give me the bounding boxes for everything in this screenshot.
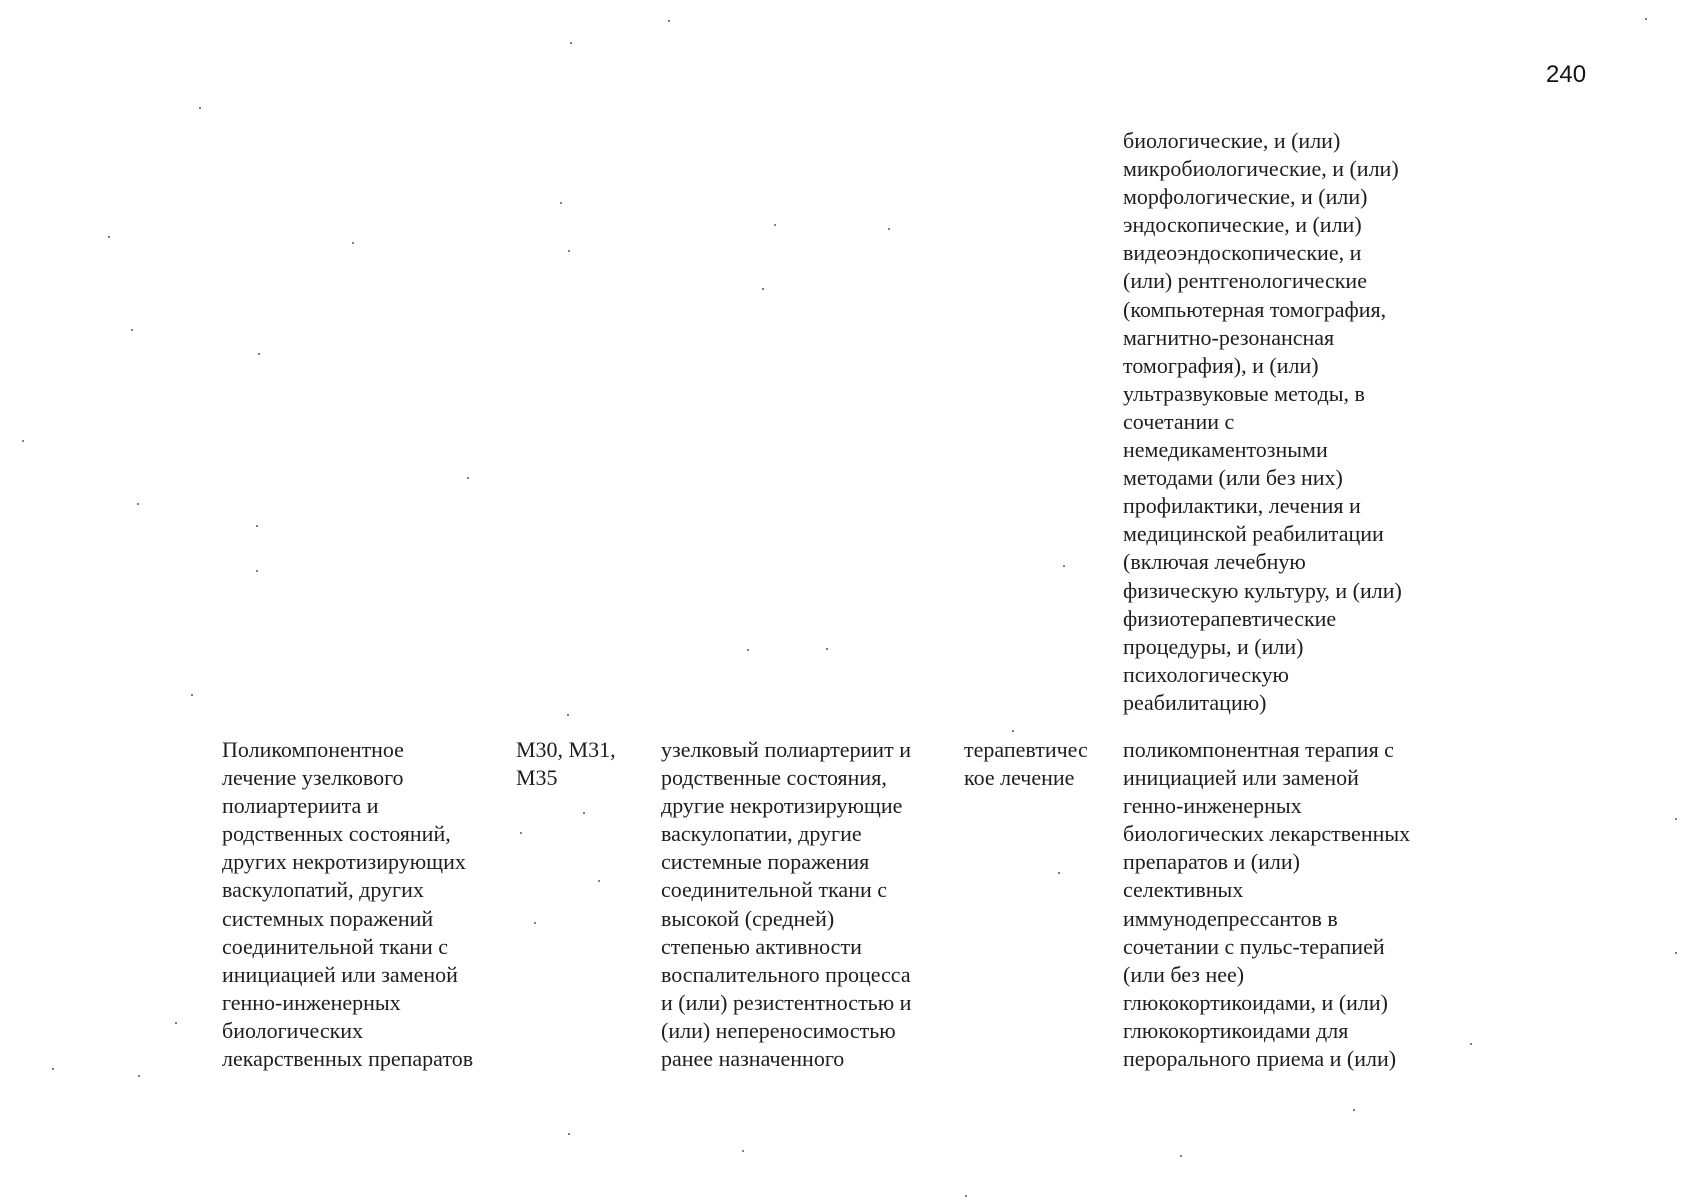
treatment-type-cell: [964, 736, 1088, 792]
text-line: генно-инженерных: [1123, 793, 1302, 819]
text-line: васкулопатии, другие: [661, 821, 862, 847]
text-line: методами (или без них): [1123, 465, 1343, 491]
text-line: Поликомпонентное: [222, 737, 404, 762]
text-line: томография), и (или): [1123, 352, 1319, 378]
text-line: терапевтичес: [964, 737, 1088, 762]
page-number: 240: [1546, 61, 1587, 88]
text-line: другие некротизирующие: [661, 793, 903, 819]
text-line: воспалительного процесса: [661, 961, 911, 987]
text-line: реабилитацию): [1123, 689, 1267, 715]
text-line: лекарственных препаратов: [222, 1046, 474, 1072]
text-line: видеоэндоскопические, и: [1123, 240, 1362, 266]
treatment-name-cell: [222, 736, 473, 1073]
text-line: высокой (средней): [661, 905, 835, 931]
text-line: лечение узелкового: [222, 765, 404, 791]
condition-cell: [661, 736, 911, 1073]
text-line: психологическую: [1123, 661, 1289, 687]
text-line: физиотерапевтические: [1123, 605, 1337, 631]
text-line: других некротизирующих: [222, 849, 466, 875]
text-line: морфологические, и (или): [1123, 184, 1368, 210]
text-line: ультразвуковые методы, в: [1123, 380, 1365, 406]
text-line: системные поражения: [661, 849, 870, 875]
text-line: поликомпонентная терапия с: [1123, 737, 1394, 762]
text-line: процедуры, и (или): [1123, 633, 1304, 659]
text-line: магнитно-резонансная: [1123, 324, 1335, 350]
icd-codes-cell: [516, 736, 616, 792]
text-line: инициацией или заменой: [1123, 765, 1359, 791]
text-line: сочетании с пульс-терапией: [1123, 933, 1385, 959]
text-line: (включая лечебную: [1123, 549, 1306, 575]
text-line: профилактики, лечения и: [1123, 493, 1361, 519]
text-line: (или без нее): [1123, 961, 1245, 987]
text-line: глюкокортикоидами для: [1123, 1017, 1349, 1043]
text-line: (или) непереносимостью: [661, 1017, 896, 1043]
text-line: иммунодепрессантов в: [1123, 905, 1338, 931]
text-line: полиартериита и: [222, 793, 379, 819]
continued-method-cell: [1123, 127, 1402, 717]
text-line: перорального приема и (или): [1123, 1046, 1397, 1072]
text-line: генно-инженерных: [222, 989, 401, 1015]
text-line: глюкокортикоидами, и (или): [1123, 989, 1389, 1015]
text-line: препаратов и (или): [1123, 849, 1300, 875]
text-line: ранее назначенного: [661, 1046, 845, 1072]
text-line: родственных состояний,: [222, 821, 451, 847]
text-line: биологические, и (или): [1123, 128, 1341, 153]
text-line: системных поражений: [222, 905, 434, 931]
text-line: селективных: [1123, 877, 1244, 903]
text-line: микробиологические, и (или): [1123, 156, 1399, 182]
text-line: биологических лекарственных: [1123, 821, 1411, 847]
text-line: узелковый полиартериит и: [661, 737, 911, 762]
text-line: (или) рентгенологические: [1123, 268, 1367, 294]
text-line: немедикаментозными: [1123, 437, 1328, 463]
text-line: M30, M31,: [516, 737, 616, 762]
text-line: инициацией или заменой: [222, 961, 458, 987]
text-line: биологических: [222, 1017, 364, 1043]
text-line: соединительной ткани с: [661, 877, 888, 903]
text-line: васкулопатий, других: [222, 877, 424, 903]
text-line: степенью активности: [661, 933, 862, 959]
text-line: эндоскопические, и (или): [1123, 212, 1362, 238]
treatment-method-cell: [1123, 736, 1410, 1073]
text-line: M35: [516, 765, 558, 791]
text-line: сочетании с: [1123, 408, 1235, 434]
text-line: соединительной ткани с: [222, 933, 449, 959]
text-line: медицинской реабилитации: [1123, 521, 1384, 547]
text-line: родственные состояния,: [661, 765, 887, 791]
text-line: кое лечение: [964, 765, 1075, 791]
text-line: и (или) резистентностью и: [661, 989, 912, 1015]
text-line: физическую культуру, и (или): [1123, 577, 1402, 603]
text-line: (компьютерная томография,: [1123, 296, 1387, 322]
